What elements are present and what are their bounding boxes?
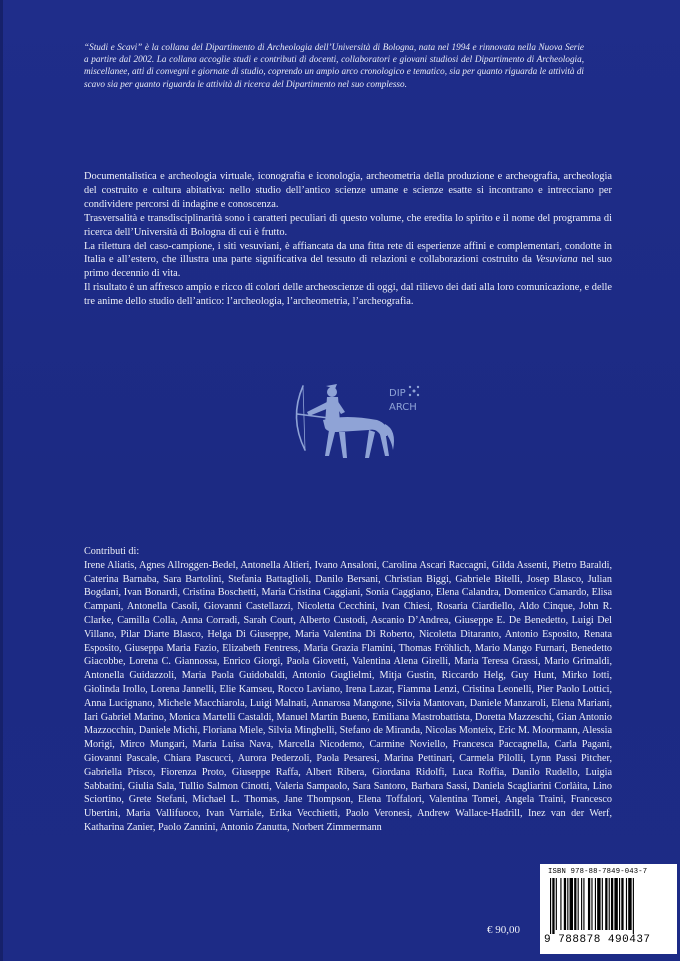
- paragraph-2: Trasversalità e transdisciplinarità sono i caratteri peculiari di questo volume, che eredita lo spirito e il nome del programma di ricerca dell’Università di Bologna di cui è frutto.: [84, 212, 612, 238]
- series-intro: “Studi e Scavi” è la collana del Dipartimento di Archeologia dell’Università di Bologna, nata nel 1994 e rinnovata nella Nuova Serie a partire dal 2002. La collana accoglie studi e contributi di docenti, collaboratori e giovani studiosi del Dipartimento di Archeologia, miscellanee, atti di convegni e giornate di studio, coprendo un ampio arco cronologico e tematico, sia per quanto riguarda le attività di scavo sia per quanto riguarda le attività di ricerca del Dipartimento nel suo complesso.: [84, 42, 584, 89]
- contributors-list: Irene Aliatis, Agnes Allroggen-Bedel, Antonella Altieri, Ivano Ansaloni, Carolina Ascari Raccagni, Gilda Assenti, Pietro Baraldi, Caterina Barnaba, Sara Bartolini, Stefania Battaglioli, Danilo Bersani, Christian Biggi, Gabriele Bitelli, Josep Blasco, Julian Bogdani, Ivan Bonardi, Cristina Boschetti, Maria Cristina Caggiani, Sonia Caggiano, Elena Calandra, Domenico Camardo, Elisa Campani, Antonella Casoli, Giovanni Castellazzi, Nicoletta Cecchini, Ivan Chiesi, Rosaria Ciardiello, Aldo Cinque, John R. Clarke, Camilla Colla, Anna Corradi, Sarah Court, Alberto Custodi, Ascanio D’Andrea, Giuseppe E. De Benedetto, Luigi Del Villano, Pilar Diarte Blasco, Helga Di Giuseppe, Maria Valentina Di Roberto, Nicoletta Ditaranto, Antonio Esposito, Renata Esposito, Giuseppa Maria Fazio, Elizabeth Fentress, Maria Grazia Flamini, Thomas Fröhlich, Mario Mango Furnari, Benedetto Giacobbe, Lorena C. Giannossa, Enrico Giorgi, Paola Giovetti, Valentina Alena Girelli, Maria Teresa Grassi, Mario Grimaldi, Antonella Guidazzoli, Maria Paola Guidobaldi, Antonio Guglielmi, Mitja Gustin, Riccardo Helg, Guy Hunt, Mirko Iotti, Giolinda Irollo, Lorena Jannelli, Elie Kamseu, Rocco Laviano, Irena Lazar, Fiamma Lenzi, Cristina Leonelli, Pier Paolo Lottici, Anna Lucignano, Michele Macchiarola, Luigi Malnati, Annarosa Mangone, Silvia Mantovan, Daniele Manzaroli, Elena Mariani, Iari Gabriel Marino, Monica Martelli Castaldi, Manuel Martín Bueno, Emiliana Mastrobattista, Doretta Mazzeschi, Gian Antonio Mazzocchin, Daniele Michi, Floriana Miele, Silvia Minghelli, Stefano de Miranda, Nicolas Monteix, Eric M. Moormann, Alessia Morigi, Mirco Mungari, Maria Luisa Nava, Marcella Nicodemo, Carmine Noviello, Francesca Paccagnella, Carla Pagani, Giovanni Pascale, Chiara Pascucci, Aurora Pederzoli, Paola Pesaresi, Marina Pettinari, Carmela Pilolli, Lynn Passi Pitcher, Gabriella Prisco, Fiorenza Proto, Giuseppe Raffa, Albert Ribera, Giordana Ridolfi, Luca Roffia, Danilo Rudello, Luigia Sabbatini, Giulia Sala, Tullio Salmon Cinotti, Valeria Sampaolo, Sara Santoro, Barbara Sassi, Daniela Scagliarini Corlàita, Lino Sciortino, Grete Stefani, Michael L. Thomas, Jane Thompson, Elena Toffalori, Valentina Tomei, Angela Traini, Francesco Ubertini, Maria Vallifuoco, Ivan Varriale, Erika Vecchietti, Paolo Veronesi, Andrew Wallace-Hadrill, Inez van der Werf, Katharina Zanier, Paolo Zannini, Antonio Zanutta, Norbert Zimmermann: [84, 559, 612, 833]
- asterisk-icon: [409, 386, 419, 396]
- barcode-digits: 9 788878 490437: [544, 934, 651, 946]
- barcode-bars: [548, 878, 670, 934]
- paragraph-3: [84, 240, 612, 282]
- logo-arch: ARCH: [389, 402, 417, 413]
- contributors: [84, 545, 612, 835]
- barcode: [540, 864, 677, 954]
- paragraph-1: Documentalistica e archeologia virtuale, iconografia e iconologia, archeometria della produzione e archeografia, archeologia del costruito e cultura abitativa: nello studio dell’antico scienze umane e scienze esatte si incontrano e intrecciano per condividere percorsi di indagine e conoscenza.: [84, 171, 612, 210]
- centaur-icon: [285, 378, 435, 478]
- contributors-heading: Contributi di:: [84, 546, 140, 557]
- description: [84, 170, 612, 309]
- logo-dip: DIP: [389, 388, 406, 399]
- paragraph-3-end: nel suo primo decennio di vita.: [84, 254, 612, 280]
- paragraph-3-start: La rilettura del caso-campione, i siti vesuviani, è affiancata da una fitta rete di esperienze affini e complementari, condotte in Italia e all’estero, che illustra una parte significativa del tessuto di relazioni e collaborazioni costruito da: [84, 240, 612, 266]
- diparch-logo: [285, 378, 435, 478]
- price: € 90,00: [487, 924, 520, 936]
- isbn: ISBN 978-88-7849-043-7: [548, 868, 648, 876]
- paragraph-4: Il risultato è un affresco ampio e ricco di colori delle archeoscienze di oggi, dal rilievo dei dati alla loro comunicazione, e delle tre anime dello studio dell’antico: l’archeologia, l’archeometria, l’archeografia.: [84, 282, 612, 308]
- vesuviana-title: Vesuviana: [535, 254, 578, 266]
- spine-edge: [0, 0, 3, 961]
